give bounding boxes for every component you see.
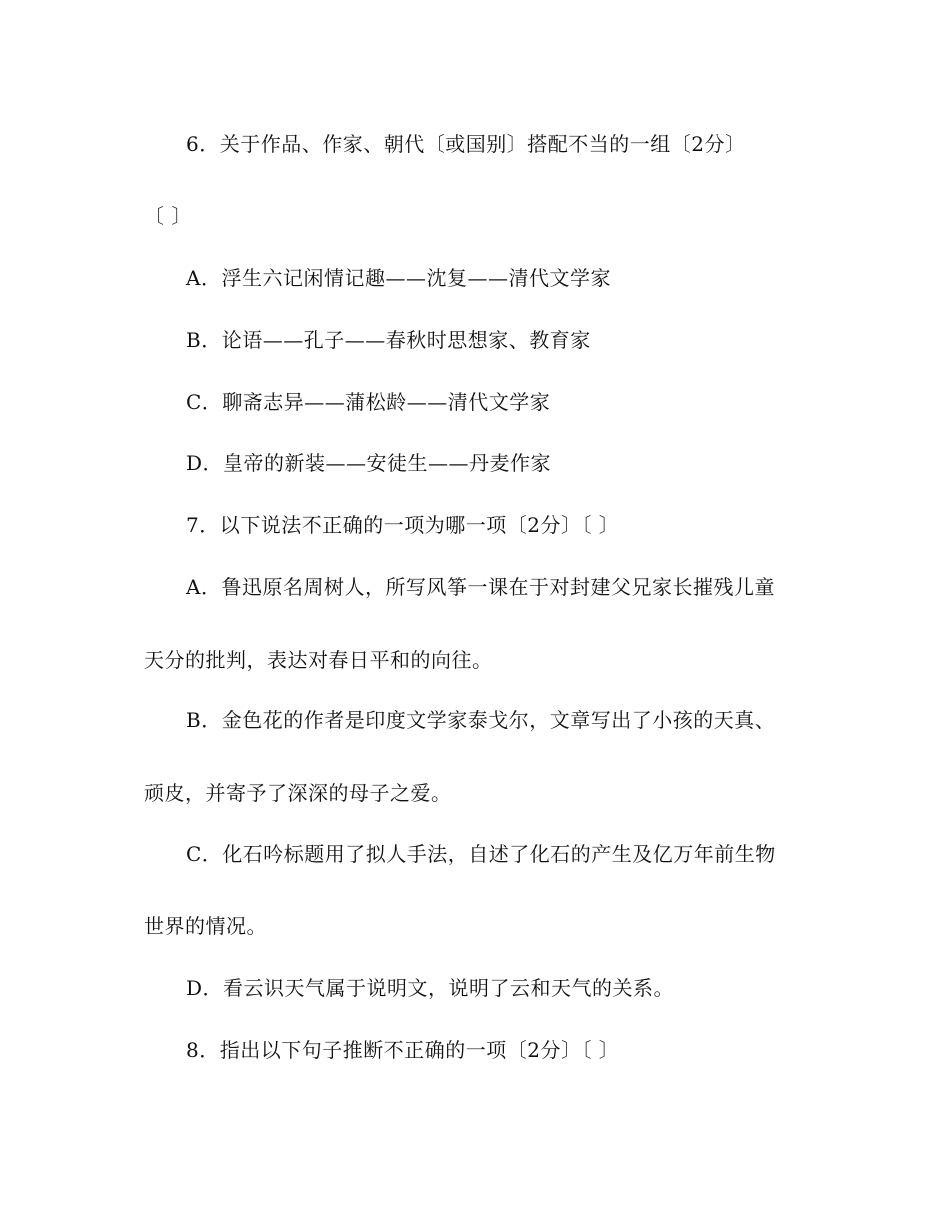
question-6-option-d: D．皇帝的新装——安徒生——丹麦作家	[186, 451, 552, 475]
question-6-stem: 6．关于作品、作家、朝代〔或国别〕搭配不当的一组〔2分〕	[186, 132, 746, 156]
question-7-stem: 7．以下说法不正确的一项为哪一项〔2分〕〔 〕	[186, 513, 620, 537]
question-7-option-b-line2: 顽皮，并寄予了深深的母子之爱。	[144, 781, 452, 805]
question-6-option-a: A．浮生六记闲情记趣——沈复——清代文学家	[186, 266, 611, 290]
question-8-stem: 8．指出以下句子推断不正确的一项〔2分〕〔 〕	[186, 1038, 620, 1062]
question-6-option-c: C．聊斋志异——蒲松龄——清代文学家	[186, 390, 551, 414]
question-7-option-c-line1: C．化石吟标题用了拟人手法，自述了化石的产生及亿万年前生物	[186, 842, 776, 866]
question-6-blank: 〔 〕	[144, 204, 192, 228]
question-7-option-a-line2: 天分的批判，表达对春日平和的向往。	[144, 648, 493, 672]
question-7-option-b-line1: B．金色花的作者是印度文学家泰戈尔，文章写出了小孩的天真、	[186, 708, 776, 732]
question-7-option-d: D．看云识天气属于说明文，说明了云和天气的关系。	[186, 976, 675, 1000]
question-7-option-a-line1: A．鲁迅原名周树人，所写风筝一课在于对封建父兄家长摧残儿童	[186, 575, 775, 599]
question-6-option-b: B．论语——孔子——春秋时思想家、教育家	[186, 328, 591, 352]
question-7-option-c-line2: 世界的情况。	[144, 914, 267, 938]
